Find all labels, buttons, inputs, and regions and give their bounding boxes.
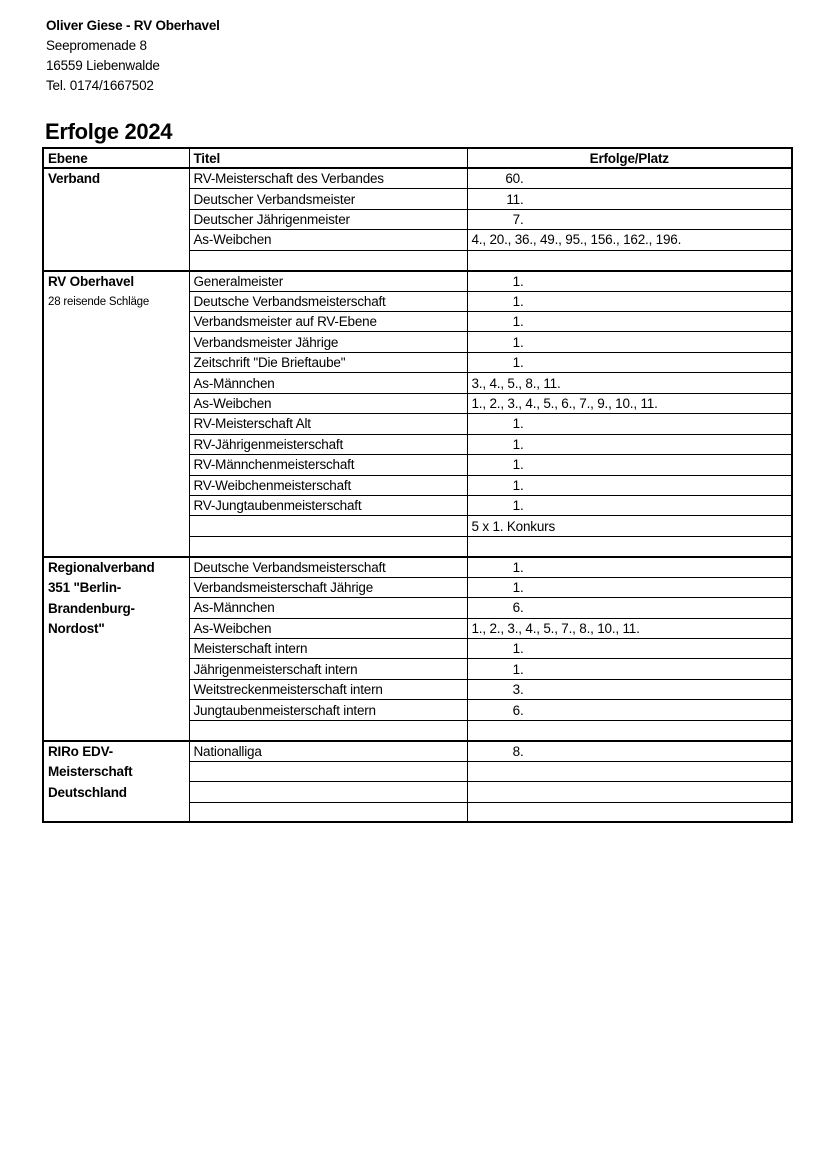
row-titel-cell: Zeitschrift "Die Brieftaube"	[189, 352, 467, 372]
table-row	[43, 168, 792, 188]
section-label: Deutschland	[48, 784, 127, 800]
contact-phone: Tel. 0174/1667502	[46, 78, 154, 93]
row-platz-cell	[467, 577, 792, 597]
section-label: RIRo EDV-	[48, 743, 113, 759]
platz-value: 5 x 1. Konkurs	[471, 518, 555, 534]
row-platz-cell	[467, 250, 792, 270]
section-label: Meisterschaft	[48, 764, 133, 780]
row-titel-cell	[189, 782, 467, 802]
platz-value: 7.	[512, 212, 524, 228]
platz-value: 1., 2., 3., 4., 5., 7., 8., 10., 11.	[471, 620, 640, 636]
row-titel-cell	[189, 250, 467, 270]
row-titel-cell: RV-Männchenmeisterschaft	[189, 455, 467, 475]
row-titel-cell: As-Weibchen	[189, 618, 467, 638]
column-header-erfolge-platz: Erfolge/Platz	[467, 148, 792, 168]
row-platz-cell	[467, 659, 792, 679]
platz-value: 1.	[512, 334, 524, 350]
row-titel-cell: RV-Jungtaubenmeisterschaft	[189, 495, 467, 515]
section-label: 351 "Berlin-	[48, 580, 122, 596]
row-platz-cell	[467, 393, 792, 413]
platz-value: 1.	[512, 314, 524, 330]
row-platz-cell	[467, 352, 792, 372]
section-label: Regionalverband	[48, 559, 155, 575]
row-platz-cell	[467, 475, 792, 495]
row-platz-cell	[467, 782, 792, 802]
section-label: RV Oberhavel	[48, 273, 134, 289]
row-titel-cell: Deutsche Verbandsmeisterschaft	[189, 291, 467, 311]
section-label: Nordost"	[48, 621, 105, 637]
section-label-cell	[43, 271, 189, 557]
row-titel-cell	[189, 720, 467, 740]
table-row	[43, 557, 792, 577]
table-row	[43, 741, 792, 761]
platz-value: 4., 20., 36., 49., 95., 156., 162., 196.	[471, 232, 682, 248]
row-platz-cell	[467, 700, 792, 720]
row-titel-cell: Meisterschaft intern	[189, 639, 467, 659]
row-platz-cell	[467, 679, 792, 699]
row-titel-cell: As-Weibchen	[189, 393, 467, 413]
row-titel-cell: RV-Weibchenmeisterschaft	[189, 475, 467, 495]
row-platz-cell	[467, 618, 792, 638]
column-header-titel: Titel	[189, 148, 467, 168]
row-platz-cell	[467, 802, 792, 822]
row-platz-cell	[467, 598, 792, 618]
platz-value: 1.	[512, 436, 524, 452]
platz-value: 3.	[512, 682, 524, 698]
platz-value: 60.	[505, 171, 524, 187]
row-titel-cell: Jährigenmeisterschaft intern	[189, 659, 467, 679]
platz-value: 1.	[512, 416, 524, 432]
row-titel-cell: RV-Meisterschaft Alt	[189, 414, 467, 434]
platz-value: 6.	[512, 702, 524, 718]
row-titel-cell	[189, 802, 467, 822]
row-platz-cell	[467, 373, 792, 393]
row-titel-cell: As-Männchen	[189, 598, 467, 618]
row-platz-cell	[467, 720, 792, 740]
row-titel-cell	[189, 536, 467, 556]
table-body	[43, 168, 792, 822]
row-titel-cell: RV-Jährigenmeisterschaft	[189, 434, 467, 454]
row-platz-cell	[467, 434, 792, 454]
row-platz-cell	[467, 189, 792, 209]
platz-value: 1.	[512, 661, 524, 677]
row-platz-cell	[467, 414, 792, 434]
section-sublabel: 28 reisende Schläge	[48, 296, 150, 309]
letterhead	[46, 16, 220, 96]
row-titel-cell	[189, 516, 467, 536]
row-platz-cell	[467, 230, 792, 250]
platz-value: 1.	[512, 559, 524, 575]
row-platz-cell	[467, 271, 792, 291]
row-titel-cell: Verbandsmeister Jährige	[189, 332, 467, 352]
platz-value: 1.	[512, 498, 524, 514]
row-titel-cell: Weitstreckenmeisterschaft intern	[189, 679, 467, 699]
row-titel-cell: Verbandsmeisterschaft Jährige	[189, 577, 467, 597]
row-platz-cell	[467, 741, 792, 761]
row-platz-cell	[467, 168, 792, 188]
platz-value: 1.	[512, 641, 524, 657]
platz-value: 1.	[512, 477, 524, 493]
row-platz-cell	[467, 312, 792, 332]
row-titel-cell: Nationalliga	[189, 741, 467, 761]
platz-value: 1., 2., 3., 4., 5., 6., 7., 9., 10., 11.	[471, 395, 658, 411]
row-titel-cell: Deutsche Verbandsmeisterschaft	[189, 557, 467, 577]
row-platz-cell	[467, 291, 792, 311]
contact-street: Seepromenade 8	[46, 38, 147, 53]
platz-value: 6.	[512, 600, 524, 616]
platz-value: 1.	[512, 355, 524, 371]
row-platz-cell	[467, 536, 792, 556]
row-platz-cell	[467, 495, 792, 515]
row-titel-cell: Generalmeister	[189, 271, 467, 291]
contact-name: Oliver Giese - RV Oberhavel	[46, 18, 220, 33]
platz-value: 8.	[512, 743, 524, 759]
page-title: Erfolge 2024	[45, 119, 173, 144]
row-titel-cell: Deutscher Verbandsmeister	[189, 189, 467, 209]
section-label-cell	[43, 741, 189, 823]
row-platz-cell	[467, 516, 792, 536]
table-row	[43, 271, 792, 291]
platz-value: 11.	[506, 191, 524, 207]
row-titel-cell: As-Männchen	[189, 373, 467, 393]
row-titel-cell: Jungtaubenmeisterschaft intern	[189, 700, 467, 720]
section-label-cell	[43, 557, 189, 741]
platz-value: 1.	[512, 457, 524, 473]
table-header-row	[43, 148, 792, 168]
platz-value: 1.	[512, 273, 524, 289]
platz-value: 1.	[512, 579, 524, 595]
row-platz-cell	[467, 209, 792, 229]
row-platz-cell	[467, 455, 792, 475]
platz-value: 3., 4., 5., 8., 11.	[471, 375, 561, 391]
platz-value: 1.	[512, 293, 524, 309]
section-label-cell	[43, 168, 189, 270]
row-titel-cell: Deutscher Jährigenmeister	[189, 209, 467, 229]
contact-city: 16559 Liebenwalde	[46, 58, 160, 73]
row-titel-cell: As-Weibchen	[189, 230, 467, 250]
row-titel-cell: RV-Meisterschaft des Verbandes	[189, 168, 467, 188]
row-titel-cell: Verbandsmeister auf RV-Ebene	[189, 312, 467, 332]
row-platz-cell	[467, 332, 792, 352]
results-table	[42, 147, 793, 823]
section-label: Brandenburg-	[48, 600, 135, 616]
row-titel-cell	[189, 761, 467, 781]
column-header-ebene: Ebene	[43, 148, 189, 168]
row-platz-cell	[467, 557, 792, 577]
row-platz-cell	[467, 761, 792, 781]
section-label: Verband	[48, 171, 100, 187]
row-platz-cell	[467, 639, 792, 659]
